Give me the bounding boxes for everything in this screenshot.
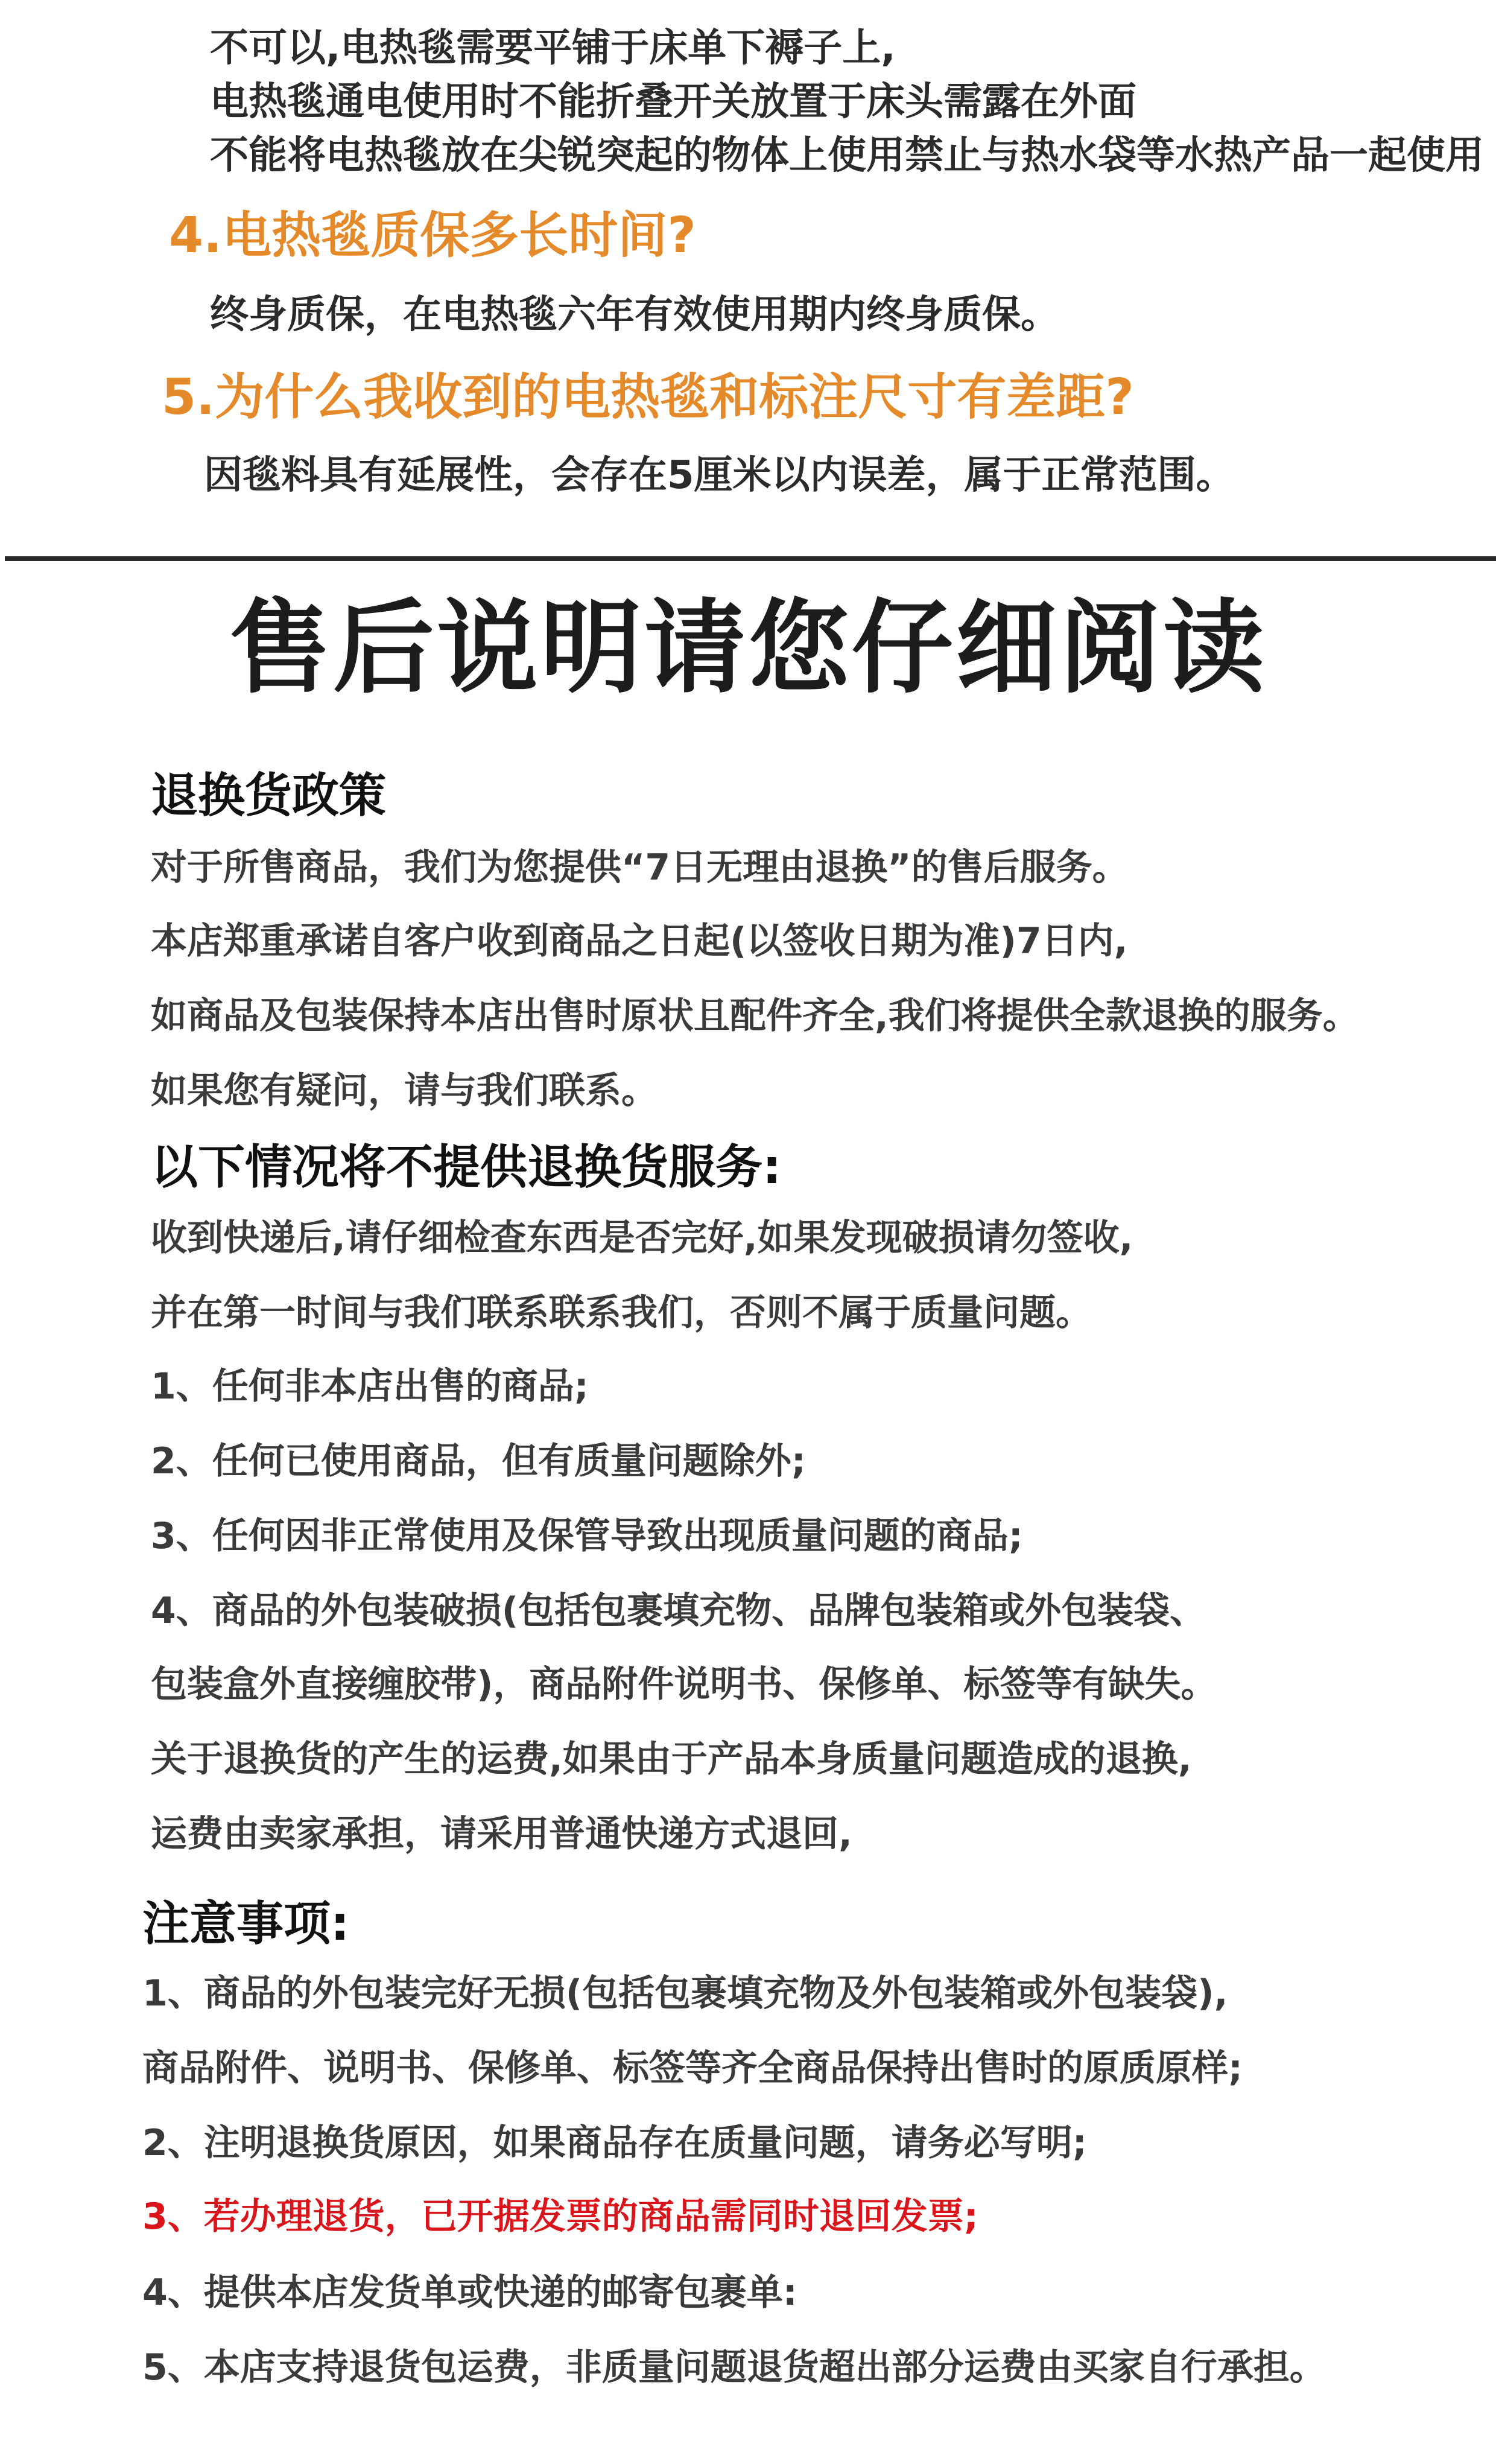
faq-tail-line: 不可以,电热毯需要平铺于床单下褥子上, — [210, 26, 896, 71]
notes-line: 商品附件、说明书、保修单、标签等齐全商品保持出售时的原质原样; — [142, 2047, 1243, 2089]
exclusions-line: 3、任何因非正常使用及保管导致出现质量问题的商品; — [151, 1515, 1023, 1557]
exclusions-line: 1、任何非本店出售的商品; — [151, 1365, 589, 1408]
notes-heading: 注意事项: — [142, 1897, 350, 1951]
exclusions-heading: 以下情况将不提供退换货服务: — [151, 1140, 782, 1195]
page-title: 售后说明请您仔细阅读 — [229, 589, 1267, 707]
faq-answer-4: 终身质保，在电热毯六年有效使用期内终身质保。 — [210, 293, 1059, 337]
section-divider — [5, 556, 1496, 561]
exclusions-line: 4、商品的外包装破损(包括包裹填充物、品牌包装箱或外包装袋、 — [151, 1590, 1206, 1632]
notes-line: 4、提供本店发货单或快递的邮寄包裹单: — [142, 2272, 797, 2314]
exclusions-line: 收到快递后,请仔细检查东西是否完好,如果发现破损请勿签收, — [151, 1217, 1133, 1259]
faq-tail-line: 不能将电热毯放在尖锐突起的物体上使用禁止与热水袋等水热产品一起使用 — [210, 133, 1484, 178]
policy-line: 如果您有疑问，请与我们联系。 — [151, 1070, 658, 1112]
notes-line: 5、本店支持退货包运费，非质量问题退货超出部分运费由买家自行承担。 — [142, 2346, 1326, 2389]
exclusions-line: 并在第一时间与我们联系联系我们，否则不属于质量问题。 — [151, 1292, 1092, 1334]
notes-line: 2、注明退换货原因，如果商品存在质量问题，请务必写明; — [142, 2122, 1087, 2164]
policy-line: 对于所售商品，我们为您提供“7日无理由退换”的售后服务。 — [151, 846, 1129, 889]
policy-line: 本店郑重承诺自客户收到商品之日起(以签收日期为准)7日内, — [151, 920, 1128, 962]
faq-tail-line: 电热毯通电使用时不能折叠开关放置于床头需露在外面 — [210, 80, 1136, 124]
policy-heading: 退换货政策 — [151, 769, 387, 823]
exclusions-line: 运费由卖家承担，请采用普通快递方式退回, — [151, 1813, 852, 1855]
faq-answer-5: 因毯料具有延展性，会存在5厘米以内误差，属于正常范围。 — [204, 453, 1235, 498]
exclusions-line: 关于退换货的产生的运费,如果由于产品本身质量问题造成的退换, — [151, 1738, 1192, 1780]
notes-line-highlight: 3、若办理退货，已开据发票的商品需同时退回发票; — [142, 2196, 978, 2238]
faq-question-5: 5.为什么我收到的电热毯和标注尺寸有差距? — [162, 369, 1134, 426]
notes-line: 1、商品的外包装完好无损(包括包裹填充物及外包装箱或外包装袋), — [142, 1972, 1228, 2015]
exclusions-line: 2、任何已使用商品，但有质量问题除外; — [151, 1440, 806, 1482]
policy-line: 如商品及包装保持本店出售时原状且配件齐全,我们将提供全款退换的服务。 — [151, 995, 1359, 1037]
exclusions-line: 包装盒外直接缠胶带)，商品附件说明书、保修单、标签等有缺失。 — [151, 1663, 1217, 1706]
faq-question-4: 4.电热毯质保多长时间? — [169, 207, 696, 264]
